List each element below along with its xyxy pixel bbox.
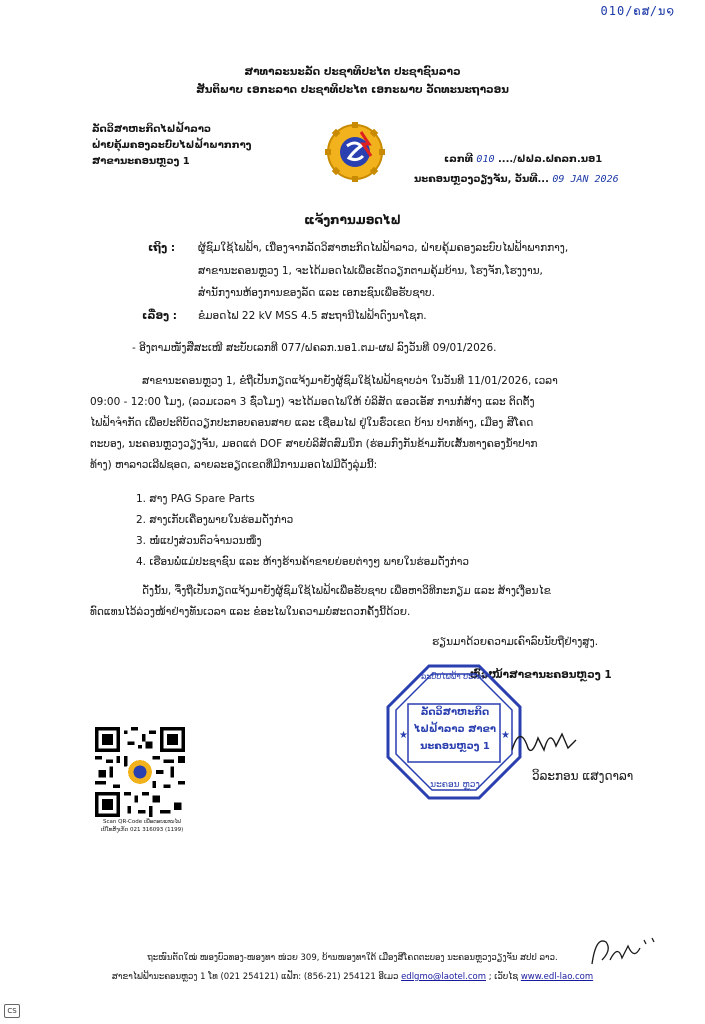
signature [510,720,580,760]
subject-label: ເລື່ອງ : [142,310,177,322]
signatory-title: ຫົວໜ້າສາຂານະຄອນຫຼວງ 1 [470,669,612,681]
svg-text:★: ★ [501,730,510,741]
body-line5: ທ້າງ) ຫາລາວເລີຟຊອດ, ລາຍລະອຽດເຂດທີ່ມີການມອດໄຟມີດັ່ງລຸ່ມນີ້: [90,459,378,471]
stamp-outer-top: ລະບົບໄຟຟ້າ ປະເທດ [421,672,487,681]
stamp-line1: ລັດວິສາຫະກິດ [420,707,490,718]
stamp-line3: ນະຄອນຫຼວງ 1 [420,741,490,752]
body-line1: ສາຂານະຄອນຫຼວງ 1, ຂໍຖືເປັນກຽດແຈ້ງມາຍັງຜູ້ຊົມໃຊ້ໄຟຟ້າຊາບວ່າ ໃນວັນທີ 11/01/2026, ເວລາ [142,375,558,387]
body-line3: ໄຟຟ້າຈຳກັດ ເພື່ອປະຕິບັດວຽກປະກອບຄອນສາຍ ແລະ ເຊື່ອມໄຟ ຢູ່ໃນຮົ່ວເຂດ ບ້ານ ປາກທ້າງ, ເມືອງ ສີໂຄດ [90,417,534,429]
list-item: 4. ເຮືອນພໍ່ແມ່ປະຊາຊົນ ແລະ ຫ້າງຮ້ານຄ້າຂາຍຍ່ອຍຕ່າງໆ ພາຍໃນຮ່ອມດັ່ງກ່າວ [136,556,470,568]
place-date-prefix: ນະຄອນຫຼວງວຽງຈັນ, ວັນທີ... [414,174,549,185]
to-line2: ສາຂານະຄອນຫຼວງ 1, ຈະໄດ້ມອດໄຟເພື່ອເຮັດວຽກຕາມຄຸ້ມບ້ານ, ໂຮງຈັກ,ໂຮງງານ, [198,265,543,277]
reference-line: - ອີງຕາມໜັງສືສະເໜີ ສະບັບເລກທີ 077/ຝຄລກ.ນອ1.ຕມ-ຜຟ ລົງວັນທີ 09/01/2026. [132,342,497,354]
footer-email-link[interactable]: edlgmo@laotel.com [401,972,486,982]
org-line2: ຝ່າຍຄຸ້ມຄອງລະບົບໄຟຟ້າພາກກາງ [92,140,252,151]
document-title: ແຈ້ງການມອດໄຟ [304,213,401,227]
national-header-line1: ສາທາລະນະລັດ ປະຊາທິປະໄຕ ປະຊາຊົນລາວ [244,66,461,78]
org-line3: ສາຂານະຄອນຫຼວງ 1 [92,156,190,167]
closing-line3: ຮຽນມາດ້ວຍຄວາມເຄົາລົບນັບຖືຢ່າງສູງ. [432,636,599,648]
closing-line1: ດັ່ງນັ້ນ, ຈຶ່ງຖືເປັນກຽດແຈ້ງມາຍັງຜູ້ຊົມໃຊ້ໄຟຟ້າເພື່ອຮັບຊາບ ເພື່ອຫາວິທີກະກຽມ ແລະ ສ້າງເງື່ອນໄຂ [142,585,551,597]
cs-badge: CS [4,1004,20,1018]
stamp-line2: ໄຟຟ້າລາວ ສາຂາ [413,724,497,735]
to-line3: ສຳນັກງານຫ້ອງການຂອງລັດ ແລະ ເອກະຊົນເພື່ອຮັບຊາບ. [198,287,435,299]
body-line4: ຕະບອງ, ນະຄອນຫຼວງວຽງຈັນ, ມອດແຕ່ DOF ສາຍບໍລິສັດສົມນຶກ (ຮ່ອມກົງກັນຂ້າມກັບເສັ້ນທາງຄອງນ້ຳປາກ [90,438,538,450]
list-item: 3. ໜໍ່ແປງສ່ວນຕົວຈຳນວນໜຶ່ງ [136,535,262,547]
to-line1: ຜູ້ຊົມໃຊ້ໄຟຟ້າ, ເນື່ອງຈາກລັດວິສາຫະກິດໄຟຟ້າລາວ, ຝ່າຍຄຸ້ມຄອງລະບົບໄຟຟ້າພາກກາງ, [198,242,569,254]
subject-text: ຂໍມອດໄຟ 22 kV MSS 4.5 ສະຖານີໄຟຟ້າດົງນາໂຊກ. [198,310,427,322]
signatory-name: ວິລະກອນ ແສງດາລາ [532,769,634,783]
handwritten-reference: 010/ຄສ/ນ໑ [600,4,675,18]
place-date [414,174,619,185]
edl-logo-icon [325,122,385,182]
footer-contact [0,972,705,982]
qr-code[interactable] [95,727,185,817]
list-item: 2. ສາງເກັບເຄື່ອງພາຍໃນຮ່ອມດັ່ງກ່າວ [136,514,294,526]
initial-signature [588,930,658,970]
ref-number-suffix: ..../ຟຟລ.ຝຄລກ.ນອ1 [497,154,603,165]
footer-phone-fax: ສາຂາໄຟຟ້ານະຄອນຫຼວງ 1 ໂທ (021 254121) ແຟັກ: (856-21) 254121 ອີເມວ [111,972,399,982]
national-header-line2: ສັນຕິພາບ ເອກະລາດ ປະຊາທິປະໄຕ ເອກະພາບ ວັດທະນະຖາວອນ [196,84,509,96]
footer-website-label: ; ເວັບໄຊ [488,972,519,982]
list-item: 1. ສາງ PAG Spare Parts [136,493,255,505]
footer-address: ຖະໜົນຕັດໃໝ່ ໜອງບົວທອງ-ໜອງທາ ໜ່ວຍ 309, ບ້ານໜອງທາໃຕ້ ເມືອງສີໂຄດຕະບອງ ນະຄອນຫຼວງວຽງຈັນ ສປປ ລາວ. [147,953,558,963]
to-label: ເຖິງ : [148,242,176,254]
body-line2: 09:00 - 12:00 ໂມງ, (ລວມເວລາ 3 ຊົ່ວໂມງ) ຈະໄດ້ມອດໄຟໃຫ້ ບໍລິສັດ ແອວເອັສ ການກໍ່ສ້າງ ແລະ ຕິດຕັ້ງ [90,396,535,408]
ref-number-prefix: ເລກທີ [444,154,473,165]
closing-line2: ທົດແທນໄວ້ລ່ວງໜ້າຢ່າງທັນເວລາ ແລະ ຂໍອະໄພໃນຄວາມບໍ່ສະດວກຄັ້ງນີ້ດ້ວຍ. [90,606,411,618]
qr-caption-line1: Scan QR-Code ເພື່ອຕອບແທນໄຟ [103,819,181,825]
svg-text:★: ★ [399,730,408,741]
reference-number [444,154,602,165]
date-handwritten: 09 JAN 2026 [552,174,619,185]
qr-caption-line2: ເບີໂທສັງເກັດ 021 316093 (1199) [100,827,184,833]
stamp-outer-bottom: ນະຄອນ ຫຼວງ [430,780,480,790]
org-line1: ລັດວິສາຫະກິດໄຟຟ້າລາວ [92,124,212,135]
ref-number-handwritten: 010 [476,154,495,165]
qr-caption [82,818,202,834]
footer-website-link[interactable]: www.edl-lao.com [520,972,594,982]
